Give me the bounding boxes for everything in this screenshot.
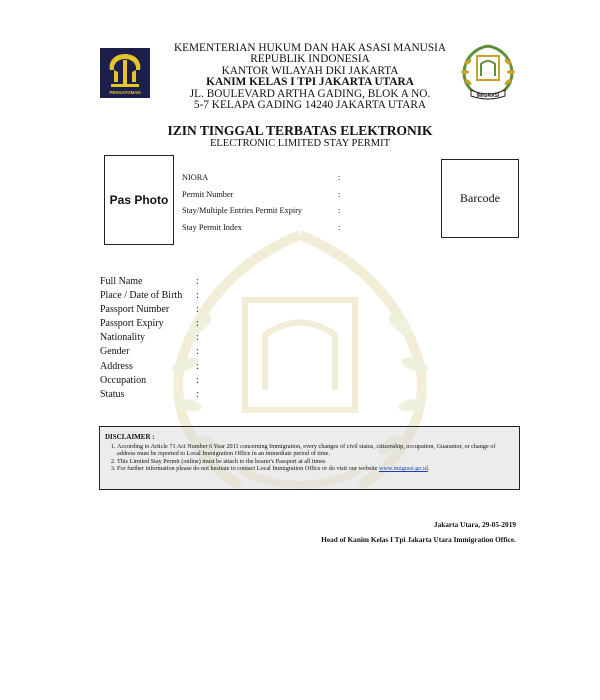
photo-box [104, 155, 174, 245]
field-separator: : [196, 388, 199, 400]
occupation-label: Occupation [100, 374, 147, 386]
field-separator: : [196, 304, 199, 316]
field-separator: : [196, 332, 199, 344]
field-separator: : [338, 222, 341, 232]
address-label: Address [100, 360, 133, 372]
personal-field-row [100, 332, 300, 346]
field-separator: : [338, 189, 341, 199]
nationality-label: Nationality [100, 332, 145, 344]
website-link[interactable]: www.imigrasi.go.id [378, 465, 428, 473]
personal-fields [100, 276, 300, 403]
personal-field-row [100, 290, 300, 304]
regional-office: KANTOR WILAYAH DKI JAKARTA [221, 64, 399, 77]
letterhead [150, 43, 470, 111]
place-date: Jakarta Utara, 29-05-2019 [433, 520, 516, 529]
field-separator: : [196, 276, 199, 287]
document-title-block [100, 124, 500, 149]
field-separator: : [196, 318, 199, 330]
permit-expiry-label: Stay/Multiple Entries Permit Expiry [182, 206, 303, 216]
address-line-2: 5-7 KELAPA GADING 14240 JAKARTA UTARA [193, 99, 427, 112]
permit-field-row [182, 190, 372, 207]
ministry-name: KEMENTERIAN HUKUM DAN HAK ASASI MANUSIA [173, 42, 447, 54]
personal-field-row [100, 318, 300, 332]
field-separator: : [196, 290, 199, 302]
personal-field-row [100, 389, 300, 403]
document-subtitle: ELECTRONIC LIMITED STAY PERMIT [209, 138, 391, 149]
field-separator: : [338, 206, 341, 216]
address-line-1: JL. BOULEVARD ARTHA GADING, BLOK A NO. [189, 87, 431, 100]
field-separator: : [196, 360, 199, 372]
disclaimer-title: DISCLAIMER : [105, 433, 155, 441]
imigrasi-emblem-text: IMIGRASI [476, 93, 500, 99]
gender-label: Gender [100, 346, 130, 358]
permit-field-row [182, 173, 372, 190]
disclaimer-item [117, 465, 515, 473]
disclaimer-item-text: For further information please do not hesitate to contact Local Immigration Office or do visit our website [117, 465, 378, 473]
permit-fields [182, 173, 372, 239]
personal-field-row [100, 276, 300, 290]
disclaimer-item: 1. According to Article 71 Act Number 6 Year 2011 concerning Immigration, every changes of civil status, citizenship, occupation, Guarantor, or change of address must be reported to Local Immigration Office in an immediate period of time. [117, 443, 515, 458]
field-separator: : [338, 173, 341, 182]
passport-expiry-label: Passport Expiry [100, 318, 164, 330]
passport-number-label: Passport Number [100, 304, 170, 316]
personal-field-row [100, 375, 300, 389]
field-separator: : [196, 374, 199, 386]
permit-number-label: Permit Number [182, 189, 234, 199]
permit-index-label: Stay Permit Index [182, 222, 242, 232]
permit-field-row [182, 206, 372, 223]
document-title: IZIN TINGGAL TERBATAS ELEKTRONIK [167, 123, 433, 138]
full-name-label: Full Name [100, 276, 143, 287]
signatory-office: Head of Kanim Kelas I Tpi Jakarta Utara Immigration Office. [321, 535, 516, 544]
disclaimer-box [99, 426, 520, 490]
barcode-label: Barcode [460, 191, 500, 205]
permit-field-row [182, 223, 372, 240]
status-label: Status [100, 388, 125, 400]
photo-label: Pas Photo [109, 193, 169, 207]
pengayoman-logo [100, 48, 150, 98]
country-name: REPUBLIK INDONESIA [250, 53, 370, 66]
disclaimer-list [105, 443, 515, 473]
barcode-box [441, 159, 519, 238]
personal-field-row [100, 346, 300, 360]
pengayoman-logo-text: PENGAYOMAN [109, 90, 141, 95]
disclaimer-item-end: . [427, 465, 430, 473]
niora-label: NIORA [182, 173, 209, 182]
birth-label: Place / Date of Birth [100, 290, 183, 302]
personal-field-row [100, 304, 300, 318]
office-name: KANIM KELAS I TPI JAKARTA UTARA [206, 76, 414, 89]
field-separator: : [196, 346, 199, 358]
personal-field-row [100, 361, 300, 375]
disclaimer-item: 2. This Limited Stay Permit (online) must be attach to the bearer's Passport at all times [117, 458, 515, 466]
